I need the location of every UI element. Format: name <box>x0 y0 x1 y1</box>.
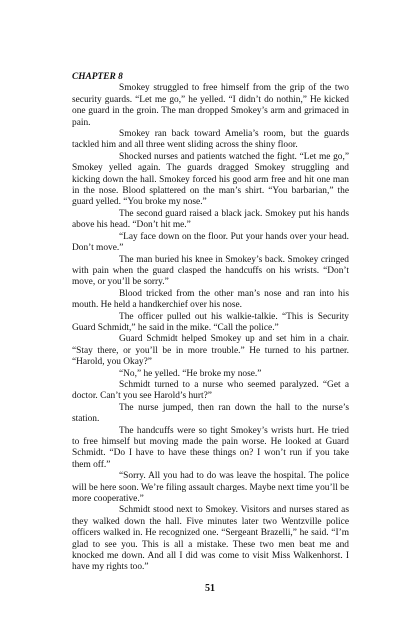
paragraph: The handcuffs were so tight Smokey’s wrists hurt. He tried to free himself but moving made the pain worse. He looked at Guard Schmidt. “Do I have to have these things on? I won’t run if you take them off.” <box>72 425 349 470</box>
paragraph: The nurse jumped, then ran down the hall to the nurse’s station. <box>72 402 349 425</box>
paragraph: Schmidt turned to a nurse who seemed paralyzed. “Get a doctor. Can’t you see Harold’s hurt?” <box>72 379 349 402</box>
paragraph: Shocked nurses and patients watched the fight. “Let me go,” Smokey yelled again. The guards dragged Smokey struggling and kicking down the hall. Smokey forced his good arm free and hit one man in the nose. Blood splattered on the man’s shirt. “You barbarian,” the guard yelled. “You broke my nose.” <box>72 151 349 208</box>
paragraph: The officer pulled out his walkie-talkie. “This is Security Guard Schmidt,” he said in the mike. “Call the police.” <box>72 311 349 333</box>
paragraph: “Lay face down on the floor. Put your hands over your head. Don’t move.” <box>72 231 349 254</box>
paragraph: Smokey ran back toward Amelia’s room, but the guards tackled him and all three went sliding across the shiny floor. <box>72 129 349 151</box>
chapter-heading: CHAPTER 8 <box>72 72 123 82</box>
page-number: 51 <box>205 583 215 594</box>
paragraph: “No,” he yelled. “He broke my nose.” <box>119 368 262 379</box>
paragraph: Guard Schmidt helped Smokey up and set him in a chair. “Stay there, or you’ll be in more trouble.” He turned to his partner. “Harold, you Okay?” <box>72 334 349 368</box>
paragraph: Schmidt stood next to Smokey. Visitors and nurses stared as they walked down the hall. Five minutes later two Wentzville police officers walked in. He recognized one. “Sergeant Brazelli,” he said. “I’m glad to see you. This is all a mistake. These two men beat me and knocked me down. And all I did was come to visit Miss Walkenhorst. I have my rights too.” <box>72 505 349 573</box>
paragraph: “Sorry. All you had to do was leave the hospital. The police will be here soon. We’re filing assault charges. Maybe next time you’ll be more cooperative.” <box>72 471 349 505</box>
paragraph: The second guard raised a black jack. Smokey put his hands above his head. “Don’t hit me.” <box>72 208 349 231</box>
paragraph: Blood tricked from the other man’s nose and ran into his mouth. He held a handkerchief over his nose. <box>72 288 349 311</box>
page-body <box>72 72 349 574</box>
paragraph: Smokey struggled to free himself from the grip of the two security guards. “Let me go,” he yelled. “I didn’t do nothin,” He kicked one guard in the groin. The man dropped Smokey’s arm and grimaced in pain. <box>72 83 349 128</box>
paragraph: The man buried his knee in Smokey’s back. Smokey cringed with pain when the guard clasped the handcuffs on his wrists. “Don’t move, or you’ll be sorry.” <box>72 254 349 288</box>
